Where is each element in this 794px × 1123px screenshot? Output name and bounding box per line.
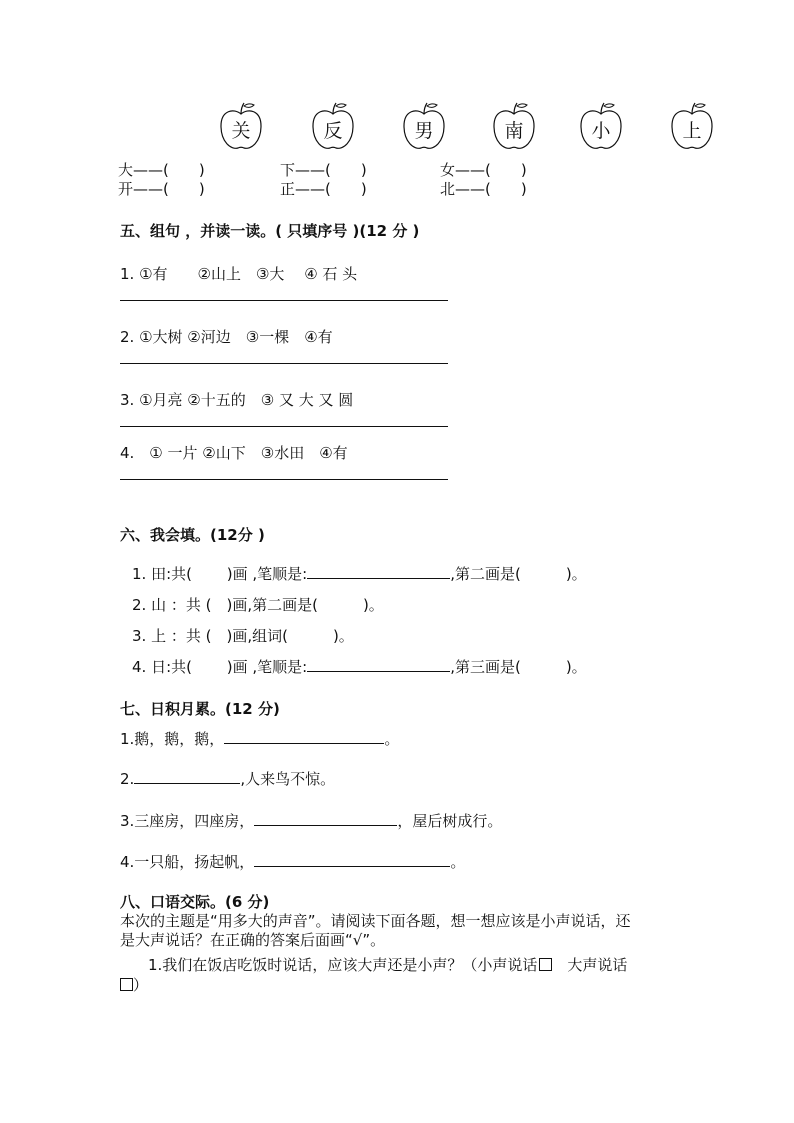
s6-question-4	[132, 657, 587, 676]
apple-character-card	[669, 102, 715, 152]
s8-q1-loud-label: 大声说话	[552, 956, 628, 974]
s7-q1-suffix: 。	[384, 730, 400, 748]
apple-character: 上	[682, 120, 702, 142]
opposite-nv: 女——( )	[440, 161, 527, 179]
quiet-voice-checkbox[interactable]	[539, 958, 552, 971]
apple-character: 关	[231, 120, 251, 142]
s7-q4-suffix: 。	[450, 853, 466, 871]
apple-character: 南	[504, 120, 524, 142]
s5-answer-line-1[interactable]	[120, 300, 448, 301]
s7-q3-suffix: ，屋后树成行。	[397, 812, 503, 830]
s5-answer-line-4[interactable]	[120, 479, 448, 480]
s6-question-3: 3. 上 ：共 ( )画,组词( )。	[132, 627, 354, 645]
apple-character-card	[310, 102, 356, 152]
s5-answer-line-2[interactable]	[120, 363, 448, 364]
s7-question-3	[120, 811, 502, 830]
apple-character: 反	[323, 120, 343, 142]
s7-q2-suffix: ,人来鸟不惊。	[240, 770, 336, 788]
s6-question-2: 2. 山 ：共 ( )画,第二画是( )。	[132, 596, 384, 614]
apple-character: 小	[591, 120, 611, 142]
s7-question-4	[120, 852, 465, 871]
loud-voice-checkbox[interactable]	[120, 978, 133, 991]
s6-q1-suffix: ,第二画是( )。	[450, 565, 587, 583]
s6-q4-stroke-order-blank[interactable]	[307, 657, 450, 672]
opposite-kai: 开——( )	[118, 180, 205, 198]
s8-q1-close: ）	[133, 976, 149, 994]
s8-question-1	[148, 956, 627, 974]
s7-question-2	[120, 769, 335, 788]
s5-question-2: 2. ①大树 ②河边 ③一棵 ④有	[120, 328, 333, 346]
s6-q1-prefix: 1. 田:共( )画 ,笔顺是:	[132, 565, 308, 583]
section8-title: 八、口语交际。(6 分)	[120, 893, 270, 911]
apple-character-card	[578, 102, 624, 152]
s8-q1-text: 1.我们在饭店吃饭时说话，应该大声还是小声？（小声说话	[148, 956, 538, 974]
s7-q1-prefix: 1.鹅，鹅，鹅，	[120, 730, 225, 748]
apple-character-card	[491, 102, 537, 152]
opposite-bei: 北——( )	[440, 180, 527, 198]
s7-q1-blank[interactable]	[224, 729, 384, 744]
s7-q2-prefix: 2.	[120, 770, 135, 788]
opposite-xia: 下——( )	[280, 161, 367, 179]
s6-q1-stroke-order-blank[interactable]	[307, 564, 450, 579]
s5-answer-line-3[interactable]	[120, 426, 448, 427]
s7-q4-blank[interactable]	[254, 852, 450, 867]
s7-q3-prefix: 3.三座房，四座房，	[120, 812, 255, 830]
section7-title: 七、日积月累。(12 分)	[120, 700, 280, 718]
s8-question-1-cont	[120, 976, 148, 994]
section6-title: 六、我会填。(12分 )	[120, 526, 265, 544]
s7-question-1	[120, 729, 399, 748]
s6-q4-suffix: ,第三画是( )。	[450, 658, 587, 676]
s5-question-3: 3. ①月亮 ②十五的 ③ 又 大 又 圆	[120, 391, 354, 409]
section5-title: 五、组句 ，并读一读。( 只填序号 )(12 分 )	[120, 222, 420, 240]
opposite-zheng: 正——( )	[280, 180, 367, 198]
s6-question-1	[132, 564, 587, 583]
s5-question-1: 1. ①有 ②山上 ③大 ④ 石 头	[120, 265, 358, 283]
s8-intro-line-2: 是大声说话？在正确的答案后面画“√”。	[120, 931, 386, 949]
s8-intro-line-1: 本次的主题是“用多大的声音”。请阅读下面各题，想一想应该是小声说话，还	[120, 912, 631, 930]
opposite-da: 大——( )	[118, 161, 205, 179]
apple-character-card	[401, 102, 447, 152]
s7-q2-blank[interactable]	[134, 769, 240, 784]
apple-character-card	[218, 102, 264, 152]
apple-character: 男	[414, 120, 434, 142]
s7-q3-blank[interactable]	[254, 811, 397, 826]
s7-q4-prefix: 4.一只船，扬起帆，	[120, 853, 255, 871]
s5-question-4: 4. ① 一片 ②山下 ③水田 ④有	[120, 444, 348, 462]
s6-q4-prefix: 4. 日:共( )画 ,笔顺是:	[132, 658, 308, 676]
